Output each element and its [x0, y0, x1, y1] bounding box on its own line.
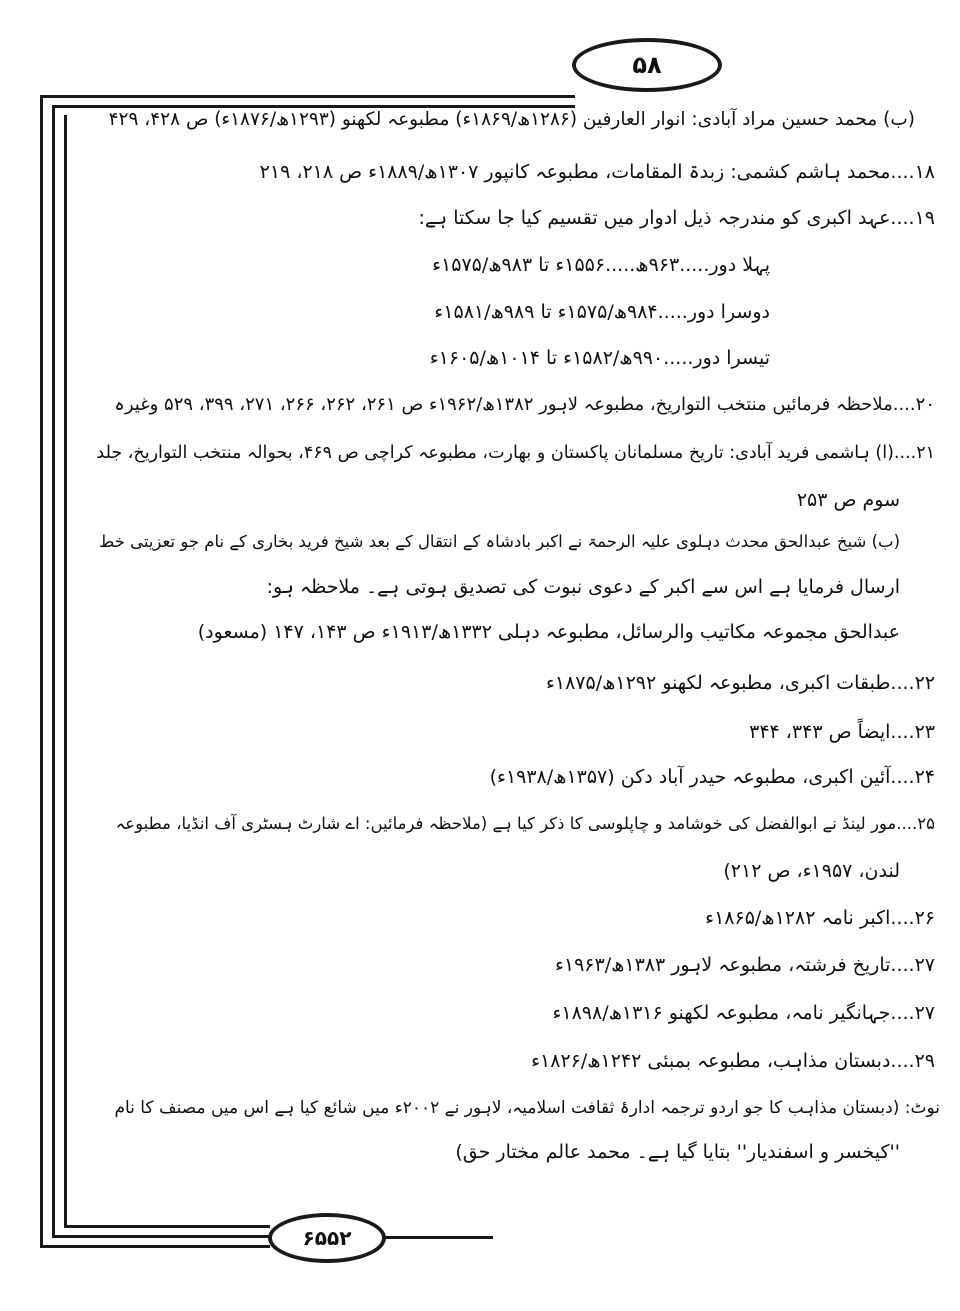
footnote-line: پہلا دور.....۹۶۳ھ.....۱۵۵۶ء تا ۹۸۳ھ/۱۵۷۵ء	[432, 254, 770, 276]
footnote-line: ارسال فرمایا ہے اس سے اکبر کے دعوی نبوت کی تصدیق ہوتی ہے۔ ملاحظہ ہو:	[266, 576, 900, 598]
footnote-line: لندن، ۱۹۵۷ء، ص ۲۱۲)	[723, 860, 900, 882]
footnote-line: ۲۶....اکبر نامہ ۱۲۸۲ھ/۱۸۶۵ء	[705, 907, 935, 929]
frame-bottom-outer	[40, 1245, 270, 1248]
frame-left-inner	[64, 115, 67, 1225]
frame-top-outer	[40, 95, 575, 98]
footnote-line: ۲۷....تاریخ فرشتہ، مطبوعہ لاہور ۱۳۸۳ھ/۱۹۶۳ء	[554, 954, 935, 976]
header-page-number: ۵۸	[572, 38, 722, 92]
footnote-line: ۲۵....مور لینڈ نے ابوالفضل کی خوشامد و چاپلوسی کا ذکر کیا ہے (ملاحظہ فرمائیں: اے شارٹ ہسٹری آف انڈیا، مطبوعہ	[115, 814, 935, 833]
footnote-line: نوٹ: (دبستان مذاہب کا جو اردو ترجمہ ادارۂ ثقافت اسلامیہ، لاہور نے ۲۰۰۲ء میں شائع کیا ہے اس میں مصنف کا نام	[114, 1098, 940, 1118]
frame-left-middle	[52, 105, 55, 1235]
frame-left-outer	[40, 95, 43, 1245]
footnote-line: (ب) محمد حسین مراد آبادی: انوار العارفین (۱۲۸۶ھ/۱۸۶۹ء) مطبوعہ لکھنو (۱۲۹۳ھ/۱۸۷۶ء) ص ۴۲۸، ۴۲۹	[108, 109, 915, 130]
footnote-line: ۱۹....عہد اکبری کو مندرجہ ذیل ادوار میں تقسیم کیا جا سکتا ہے:	[418, 207, 935, 229]
footnote-line: (ب) شیخ عبدالحق محدث دہلوی علیہ الرحمۃ نے اکبر بادشاہ کے انتقال کے بعد شیخ فرید بخاری کے نام جو تعزیتی خط	[98, 532, 900, 551]
footnote-line: دوسرا دور.....۹۸۴ھ/۱۵۷۵ء تا ۹۸۹ھ/۱۵۸۱ء	[434, 301, 770, 323]
frame-bottom-middle	[52, 1235, 270, 1238]
footer-page-number: ۶۵۵۲	[268, 1213, 386, 1263]
footnote-line: ۲۳....ایضاً ص ۳۴۳، ۳۴۴	[749, 721, 935, 743]
footnote-line: سوم ص ۲۵۳	[796, 489, 900, 511]
footnote-line: ۱۸....محمد ہاشم کشمی: زبدۃ المقامات، مطبوعہ کانپور ۱۳۰۷ھ/۱۸۸۹ء ص ۲۱۸، ۲۱۹	[259, 161, 935, 183]
footnote-line: ''کیخسر و اسفندیار'' بتایا گیا ہے۔ محمد عالم مختار حق)	[455, 1141, 900, 1163]
footnote-line: ۲۲....طبقات اکبری، مطبوعہ لکھنو ۱۲۹۲ھ/۱۸۷۵ء	[545, 672, 935, 694]
footnote-line: ۲۹....دبستان مذاہب، مطبوعہ بمبئی ۱۲۴۲ھ/۱۸۲۶ء	[531, 1050, 935, 1072]
footnote-line: تیسرا دور.....۹۹۰ھ/۱۵۸۲ء تا ۱۰۱۴ھ/۱۶۰۵ء	[429, 347, 770, 369]
frame-bottom-inner	[64, 1225, 270, 1228]
frame-bottom-right-stub	[383, 1236, 493, 1239]
footnote-line: ۲۱....(ا) ہاشمی فرید آبادی: تاریخ مسلمانان پاکستان و بھارت، مطبوعہ کراچی ص ۴۶۹، بحوالہ منتخب التواریخ، جلد	[96, 443, 935, 463]
footnote-line: عبدالحق مجموعہ مکاتیب والرسائل، مطبوعہ دہلی ۱۳۳۲ھ/۱۹۱۳ء ص ۱۴۳، ۱۴۷ (مسعود)	[197, 621, 900, 643]
footnote-line: ۲۰....ملاحظہ فرمائیں منتخب التواریخ، مطبوعہ لاہور ۱۳۸۲ھ/۱۹۶۲ء ص ۲۶۱، ۲۶۲، ۲۶۶، ۲۷۱، ۳۹۹، ۵۲۹ وغیرہ	[114, 394, 935, 415]
footnote-line: ۲۴....آئین اکبری، مطبوعہ حیدر آباد دکن (۱۳۵۷ھ/۱۹۳۸ء)	[489, 766, 935, 788]
footnote-line: ۲۷....جہانگیر نامہ، مطبوعہ لکھنو ۱۳۱۶ھ/۱۸۹۸ء	[552, 1002, 935, 1024]
